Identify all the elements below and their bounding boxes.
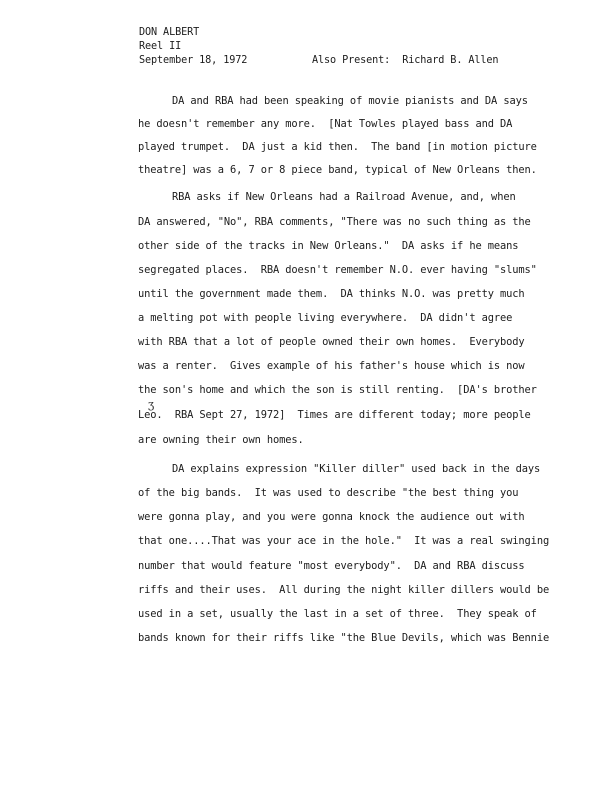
reel-label: Reel II	[139, 41, 182, 52]
text-line: used in a set, usually the last in a set of three. They speak of	[138, 608, 537, 620]
text-line: of the big bands. It was used to describe "the best thing you	[138, 487, 519, 499]
text-line: DA answered, "No", RBA comments, "There was no such thing as the	[138, 216, 531, 228]
text-line: Leo. RBA Sept 27, 1972] Times are different today; more people	[138, 409, 531, 421]
text-line: that one....That was your ace in the hole." It was a real swinging	[138, 535, 550, 547]
text-line: bands known for their riffs like "the Blue Devils, which was Bennie	[138, 632, 550, 644]
text-line: other side of the tracks in New Orleans." DA asks if he means	[138, 240, 519, 252]
text-line: theatre] was a 6, 7 or 8 piece band, typical of New Orleans then.	[138, 164, 537, 176]
text-line: RBA asks if New Orleans had a Railroad Avenue, and, when	[172, 191, 516, 203]
text-line: was a renter. Gives example of his father's house which is now	[138, 360, 525, 372]
text-line: a melting pot with people living everywhere. DA didn't agree	[138, 312, 513, 324]
text-line: with RBA that a lot of people owned their own homes. Everybody	[138, 336, 525, 348]
text-line: until the government made them. DA thinks N.O. was pretty much	[138, 288, 525, 300]
interview-date: September 18, 1972	[139, 55, 248, 66]
also-present: Also Present: Richard B. Allen	[312, 55, 499, 66]
text-line: DA explains expression "Killer diller" used back in the days	[172, 463, 541, 475]
handwritten-correction-mark: ʒ	[148, 398, 155, 411]
text-line: he doesn't remember any more. [Nat Towles played bass and DA	[138, 118, 513, 130]
text-line: the son's home and which the son is still renting. [DA's brother	[138, 384, 537, 396]
text-line: riffs and their uses. All during the night killer dillers would be	[138, 584, 550, 596]
text-line: played trumpet. DA just a kid then. The band [in motion picture	[138, 141, 537, 153]
text-line: number that would feature "most everybody". DA and RBA discuss	[138, 560, 525, 572]
text-line: segregated places. RBA doesn't remember N.O. ever having "slums"	[138, 264, 537, 276]
text-line: are owning their own homes.	[138, 434, 304, 446]
text-line: DA and RBA had been speaking of movie pianists and DA says	[172, 95, 528, 107]
interviewee-name: DON ALBERT	[139, 27, 200, 38]
text-line: were gonna play, and you were gonna knock the audience out with	[138, 511, 525, 523]
